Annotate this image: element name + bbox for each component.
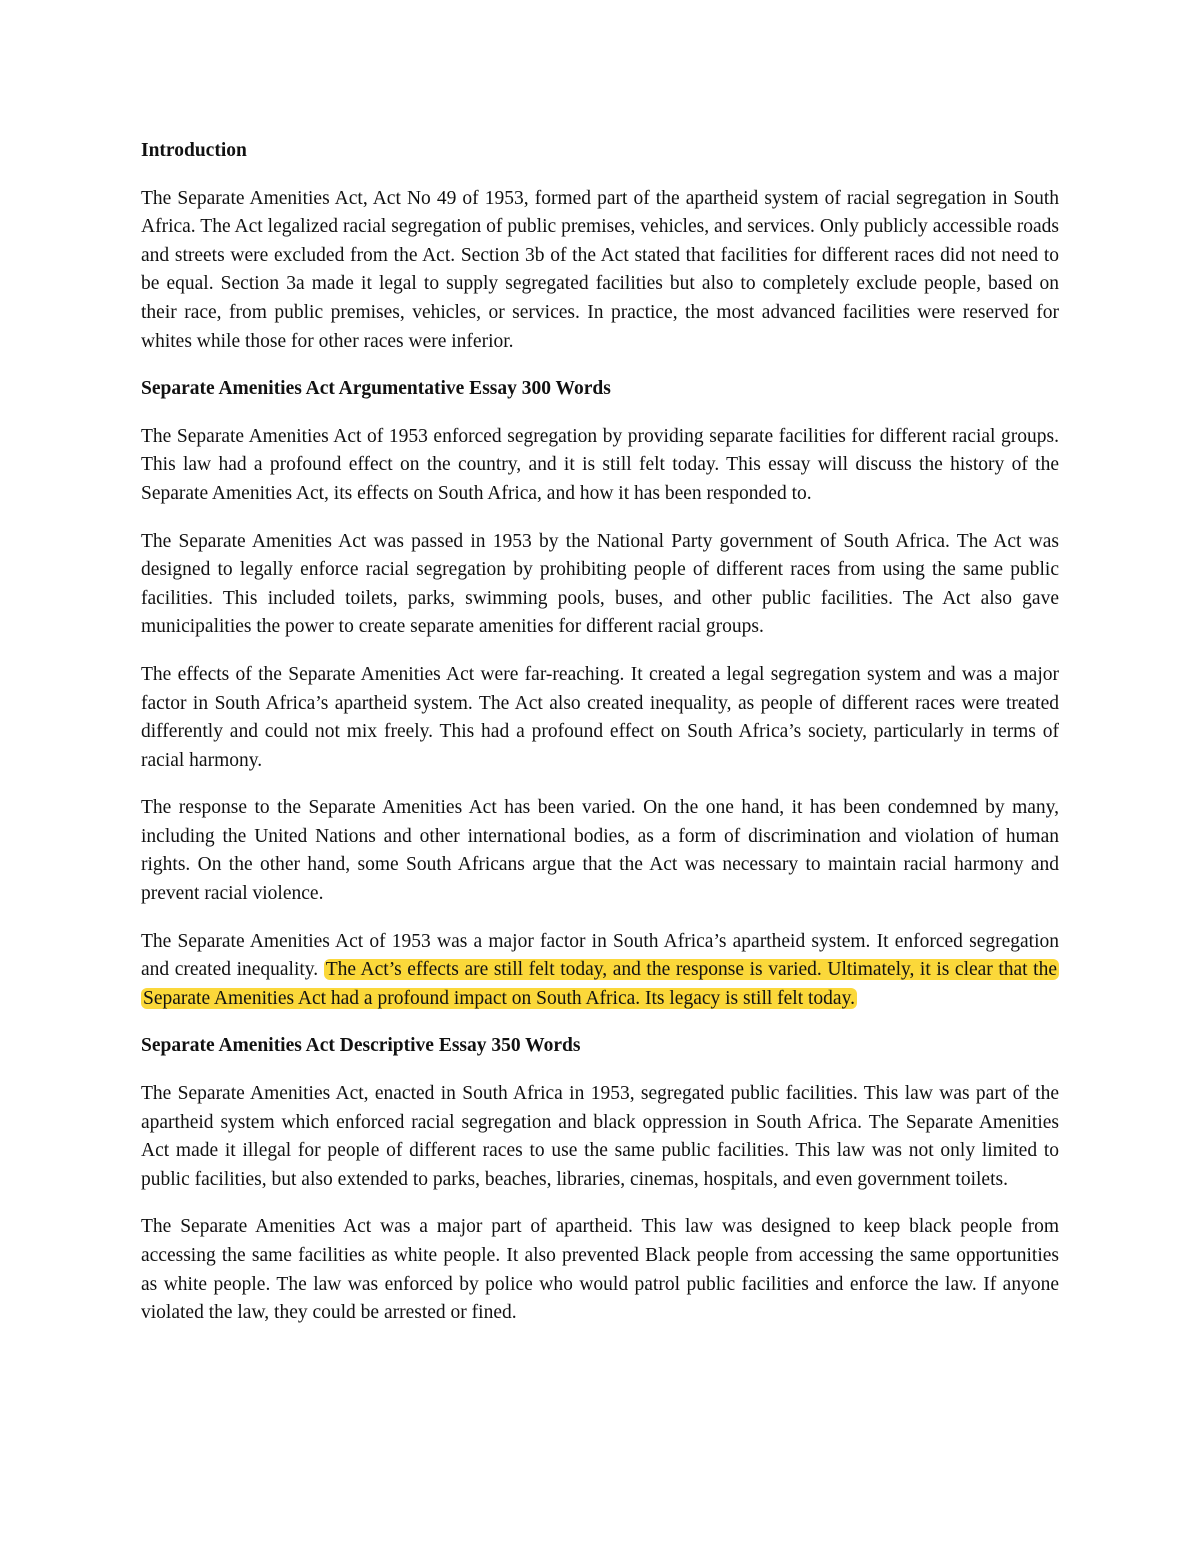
argumentative-paragraph-3: The effects of the Separate Amenities Act were far-reaching. It created a legal segregation system and was a major factor in South Africa’s apartheid system. The Act also created inequality, as people of different races were treated differently and could not mix freely. This had a profound effect on South Africa’s society, particularly in terms of racial harmony.: [141, 663, 1059, 771]
argumentative-paragraph-4: The response to the Separate Amenities Act has been varied. On the one hand, it has been condemned by many, including the United Nations and other international bodies, as a form of discrimination and violation of human rights. On the other hand, some South Africans argue that the Act was necessary to maintain racial harmony and prevent racial violence.: [141, 797, 1059, 905]
argumentative-paragraph-2: The Separate Amenities Act was passed in 1953 by the National Party government of South Africa. The Act was designed to legally enforce racial segregation by prohibiting people of different races from using the same public facilities. This included toilets, parks, swimming pools, buses, and other public facilities. The Act also gave municipalities the power to create separate amenities for different racial groups.: [141, 530, 1059, 638]
descriptive-paragraph-1: The Separate Amenities Act, enacted in South Africa in 1953, segregated public facilities. This law was part of the apartheid system which enforced racial segregation and black oppression in South Africa. The Separate Amenities Act made it illegal for people of different races to use the same public facilities. This law was not only limited to public facilities, but also extended to parks, beaches, libraries, cinemas, hospitals, and even government toilets.: [141, 1083, 1059, 1190]
section-heading-descriptive: Separate Amenities Act Descriptive Essay 350 Words: [141, 1035, 581, 1057]
section-heading-argumentative: Separate Amenities Act Argumentative Essay 300 Words: [141, 378, 611, 400]
document-page: [141, 137, 1059, 1347]
argumentative-paragraph-1: The Separate Amenities Act of 1953 enforced segregation by providing separate facilities for different racial groups. This law had a profound effect on the country, and it is still felt today. This essay will discuss the history of the Separate Amenities Act, its effects on South Africa, and how it has been responded to.: [141, 425, 1059, 504]
descriptive-paragraph-2: The Separate Amenities Act was a major part of apartheid. This law was designed to keep black people from accessing the same facilities as white people. It also prevented Black people from accessing the same opportunities as white people. The law was enforced by police who would patrol public facilities and enforce the law. If anyone violated the law, they could be arrested or fined.: [141, 1216, 1059, 1324]
paragraph-text: The Separate Amenities Act of 1953 was a major factor in South Africa’s apartheid system. It enforced segregation and created inequality.: [141, 930, 1059, 981]
section-heading-introduction: Introduction: [141, 140, 247, 161]
highlighted-text[interactable]: The Act’s effects are still felt today, and the response is varied. Ultimately, it is clear that the Separate Amenities Act had a profound impact on South Africa. Its legacy is still felt today.: [143, 959, 1057, 1009]
argumentative-paragraph-5: [141, 928, 1059, 1014]
intro-paragraph: The Separate Amenities Act, Act No 49 of 1953, formed part of the apartheid system of racial segregation in South Africa. The Act legalized racial segregation of public premises, vehicles, and services. Only publicly accessible roads and streets were excluded from the Act. Section 3b of the Act stated that facilities for different races did not need to be equal. Section 3a made it legal to supply segregated facilities but also to completely exclude people, based on their race, from public premises, vehicles, or services. In practice, the most advanced facilities were reserved for whites while those for other races were inferior.: [141, 187, 1059, 352]
